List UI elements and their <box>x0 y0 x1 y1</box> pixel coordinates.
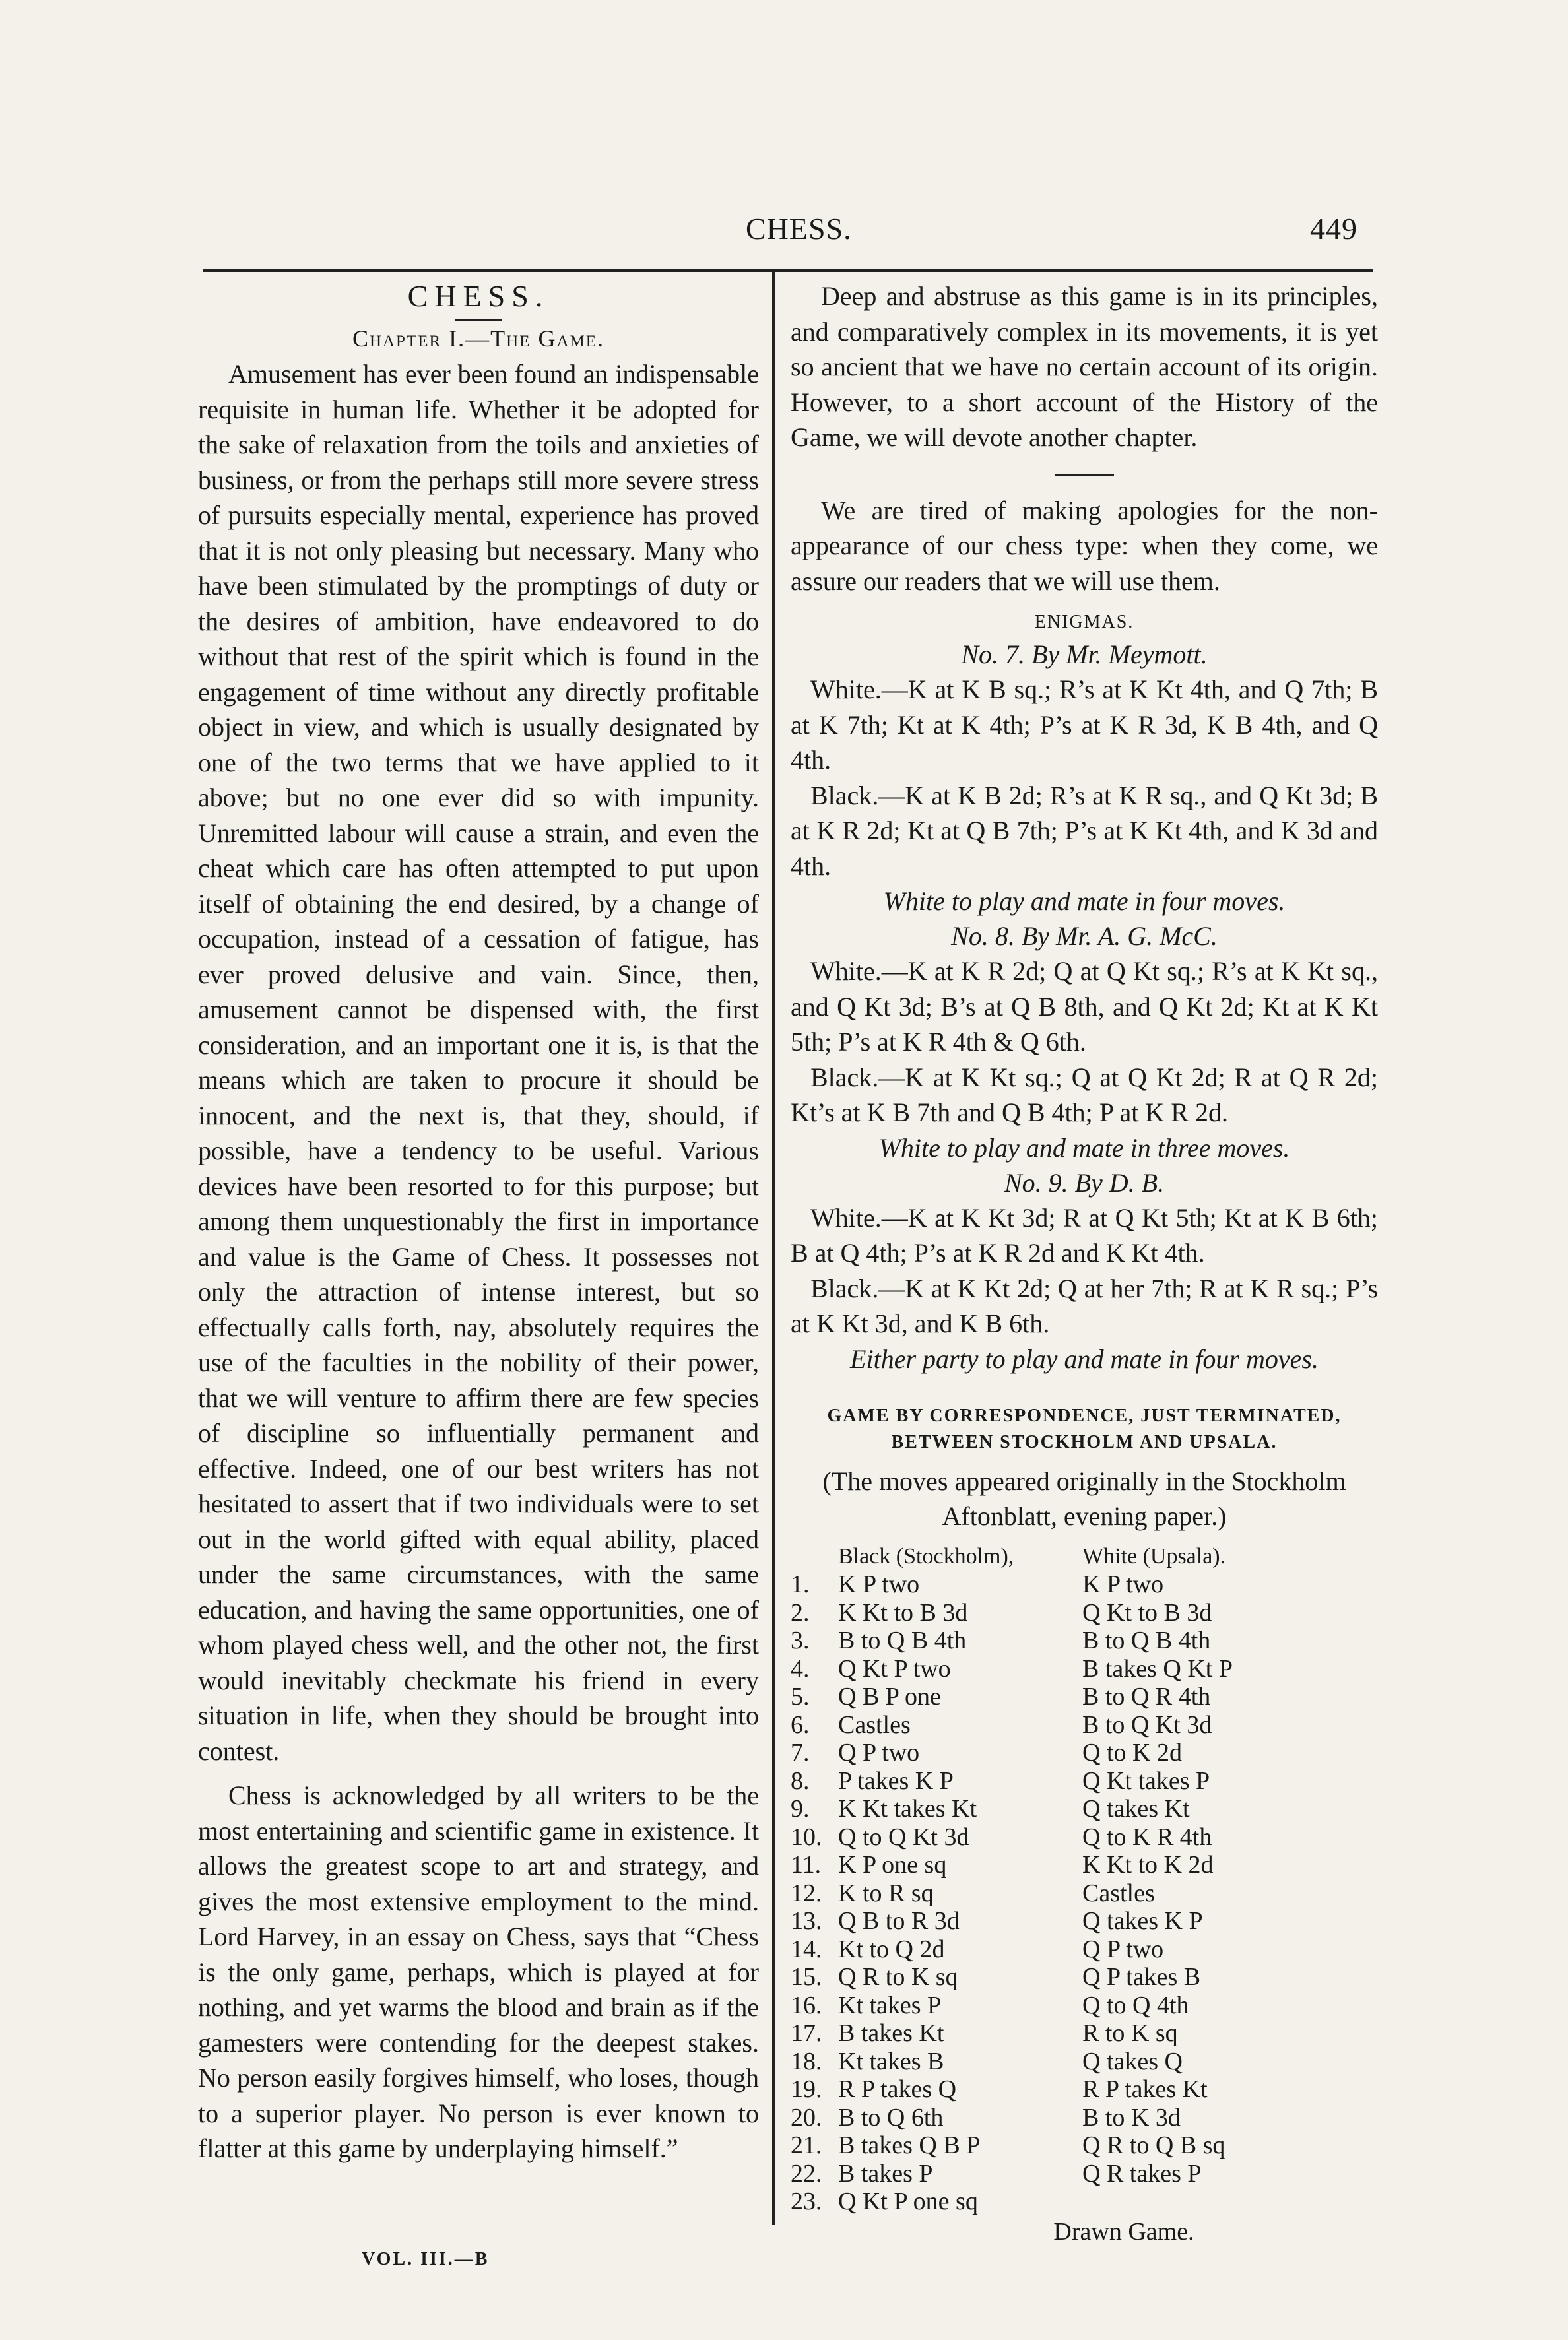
white-move: Q to K 2d <box>1082 1739 1182 1767</box>
chapter-heading: Chapter I.—The Game. <box>352 325 605 352</box>
black-move: B to Q B 4th <box>838 1627 967 1654</box>
black-move: Q P two <box>838 1739 920 1767</box>
move-number: 17. <box>791 2019 822 2047</box>
enigma-black-position: Black.—K at K Kt sq.; Q at Q Kt 2d; R at Q R 2d; Kt’s at K B 7th and Q B 4th; P at K R 2d. <box>791 1062 1378 1127</box>
white-move: Q to K R 4th <box>1082 1823 1212 1851</box>
white-move: Q Kt takes P <box>1082 1767 1210 1795</box>
move-number: 15. <box>791 1963 822 1991</box>
black-move: B to Q 6th <box>838 2103 944 2131</box>
move-number: 22. <box>791 2159 822 2188</box>
enigma-instruction: White to play and mate in three moves. <box>878 1132 1290 1163</box>
move-number: 12. <box>791 1879 822 1907</box>
black-move: B takes Kt <box>838 2019 944 2047</box>
column-rule <box>772 272 775 2225</box>
white-move: Q to Q 4th <box>1082 1991 1189 2019</box>
move-number: 6. <box>791 1710 810 1739</box>
white-move: K Kt to K 2d <box>1082 1851 1214 1879</box>
enigma-title: No. 8. By Mr. A. G. McC. <box>951 921 1218 951</box>
move-number: 8. <box>791 1767 810 1795</box>
right-column <box>791 278 1378 2246</box>
black-move: B takes P <box>838 2159 933 2188</box>
enigma-white-position: White.—K at K Kt 3d; R at Q Kt 5th; Kt at K B 6th; B at Q 4th; P’s at K R 2d and K Kt 4th. <box>791 1202 1378 1268</box>
white-column-header: White (Upsala). <box>1082 1544 1226 1569</box>
move-number: 5. <box>791 1683 810 1710</box>
page-number: 449 <box>1310 212 1357 245</box>
article-title: CHESS. <box>407 279 550 313</box>
move-number: 18. <box>791 2047 822 2075</box>
white-move: Castles <box>1082 1879 1155 1907</box>
left-column <box>198 278 759 2166</box>
body-paragraph: Amusement has ever been found an indispensable requisite in human life. Whether it be adopted for the sake of relaxation from the toils and anxieties of business, or from the perhaps still more severe stress of pursuits especially mental, experience has proved that it is not only pleasing but necessary. Many who have been stimulated by the promptings of duty or the desires of ambition, have endeavored to do without that rest of the spirit which is found in the engagement of time without any directly profitable object in view, and which is usually designated by one of the two terms that we have applied to it above; but no one ever did so with impunity. Unremitted labour will cause a strain, and even the cheat which care has often attempted to put upon itself of obtaining the end desired, by a change of occupation, instead of a cessation of fatigue, has ever proved delusive and vain. Since, then, amusement cannot be dispensed with, the first consideration, and an important one it is, is that the means which are taken to procure it should be innocent, and the next is, that they, should, if possible, have a tendency to be useful. Various devices have been resorted to for this purpose; but among them unquestionably the first in importance and value is the Game of Chess. It possesses not only the attraction of intense interest, but so effectually calls forth, nay, absolutely requires the use of the faculties in the nobility of their power, that we will venture to affirm there are few species of discipline so influentially permanent and effective. Indeed, one of our best writers has not hesitated to assert that if two individuals were to set out in the world gifted with equal ability, placed under the same circumstances, with the same education, and having the same opportunities, one of whom played chess well, and the other not, the first would inevitably checkmate his friend in every situation in life, when they should be brought into contest. <box>198 359 759 1766</box>
black-move: K P one sq <box>838 1851 947 1879</box>
move-number: 3. <box>791 1627 810 1654</box>
white-move: K P two <box>1082 1571 1164 1598</box>
move-number: 16. <box>791 1991 822 2019</box>
white-move: Q P takes B <box>1082 1963 1201 1991</box>
title-rule <box>455 319 502 321</box>
move-number: 21. <box>791 2131 822 2159</box>
white-move <box>1082 2188 1333 2216</box>
enigma-8 <box>791 919 1378 1165</box>
enigma-7 <box>791 637 1378 919</box>
black-move: Castles <box>838 1710 911 1739</box>
white-move: Q R to Q B sq <box>1082 2131 1225 2159</box>
enigma-instruction: Either party to play and mate in four moves. <box>850 1344 1319 1374</box>
black-move: Kt to Q 2d <box>838 1935 945 1963</box>
apology-paragraph: We are tired of making apologies for the non-appearance of our chess type: when they come, we assure our readers that we will use them. <box>791 495 1378 596</box>
move-number: 7. <box>791 1739 810 1767</box>
body-paragraph: Chess is acknowledged by all writers to be the most entertaining and scientific game in existence. It allows the greatest scope to art and strategy, and gives the most extensive employment to the mind. Lord Harvey, in an essay on Chess, says that “Chess is the only game, perhaps, which is played at for nothing, and yet warms the blood and brain as if the gamesters were contending for the deepest stakes. No person easily forgives himself, who loses, though to a superior player. No person is ever known to flatter at this game by underplaying himself.” <box>198 1780 759 2163</box>
black-move: Q B P one <box>838 1683 941 1710</box>
enigma-instruction: White to play and mate in four moves. <box>883 886 1286 916</box>
white-move: B takes Q Kt P <box>1082 1654 1233 1683</box>
move-number: 14. <box>791 1935 822 1963</box>
header-rule <box>203 269 1373 272</box>
black-move: Q B to R 3d <box>838 1907 960 1935</box>
move-number: 1. <box>791 1571 810 1598</box>
move-number: 23. <box>791 2188 822 2215</box>
black-move: Q Kt P one sq <box>838 2188 978 2215</box>
black-move: Kt takes B <box>838 2047 944 2075</box>
move-number: 4. <box>791 1654 810 1683</box>
white-move: Q R takes P <box>1082 2159 1202 2188</box>
white-move: B to Q Kt 3d <box>1082 1710 1212 1739</box>
white-move: Q Kt to B 3d <box>1082 1598 1212 1627</box>
game-title: GAME BY CORRESPONDENCE, JUST TERMINATED, BETWEEN STOCKHOLM AND UPSALA. <box>827 1405 1342 1452</box>
black-move: K to R sq <box>838 1879 934 1907</box>
white-move: B to K 3d <box>1082 2103 1181 2131</box>
black-move: B takes Q B P <box>838 2131 981 2159</box>
black-move: Q to Q Kt 3d <box>838 1823 969 1851</box>
black-move: R P takes Q <box>838 2075 957 2103</box>
black-move: K P two <box>838 1571 920 1598</box>
enigmas-heading: ENIGMAS. <box>1034 612 1134 632</box>
white-move: Q takes Kt <box>1082 1795 1190 1823</box>
enigma-title: No. 9. By D. B. <box>1004 1167 1165 1198</box>
black-move: Q Kt P two <box>838 1654 951 1683</box>
move-number: 13. <box>791 1907 822 1935</box>
move-number: 2. <box>791 1598 810 1627</box>
move-number: 20. <box>791 2103 822 2131</box>
white-move: B to Q B 4th <box>1082 1627 1211 1654</box>
game-note: (The moves appeared originally in the Stockholm Aftonblatt, evening paper.) <box>822 1466 1346 1531</box>
footer-signature: VOL. III.—B <box>362 2249 490 2269</box>
game-result: Drawn Game. <box>1053 2217 1194 2246</box>
black-move: K Kt takes Kt <box>838 1795 977 1823</box>
enigma-white-position: White.—K at K B sq.; R’s at K Kt 4th, and Q 7th; B at K 7th; Kt at K 4th; P’s at K R 3d, K B 4th, and Q 4th. <box>791 674 1378 775</box>
black-move: Kt takes P <box>838 1991 942 2019</box>
black-move: Q R to K sq <box>838 1963 958 1991</box>
intro-paragraph: Deep and abstruse as this game is in its principles, and comparatively complex in its movements, it is yet so ancient that we have no certain account of its origin. However, to a short account of the History of the Game, we will devote another chapter. <box>791 281 1378 452</box>
black-column-header: Black (Stockholm), <box>838 1544 1014 1569</box>
running-head-title: CHESS. <box>746 212 852 245</box>
white-move: B to Q R 4th <box>1082 1683 1211 1710</box>
move-number: 11. <box>791 1851 822 1879</box>
move-number: 10. <box>791 1823 822 1851</box>
enigma-title: No. 7. By Mr. Meymott. <box>961 639 1208 669</box>
move-number: 9. <box>791 1795 810 1823</box>
enigma-white-position: White.—K at K R 2d; Q at Q Kt sq.; R’s at K Kt sq., and Q Kt 3d; B’s at Q B 8th, and Q Kt 2d; Kt at K Kt 5th; P’s at K R 4th & Q 6th. <box>791 956 1378 1056</box>
section-separator <box>1055 474 1114 476</box>
white-move: Q P two <box>1082 1935 1164 1963</box>
white-move: Q takes K P <box>1082 1907 1203 1935</box>
black-move: K Kt to B 3d <box>838 1598 968 1627</box>
black-move: P takes K P <box>838 1767 954 1795</box>
white-move: R P takes Kt <box>1082 2075 1208 2103</box>
white-move: R to K sq <box>1082 2019 1178 2047</box>
moves-table <box>791 1543 1378 2216</box>
enigma-black-position: Black.—K at K B 2d; R’s at K R sq., and Q Kt 3d; B at K R 2d; Kt at Q B 7th; P’s at K Kt 4th, and K 3d and 4th. <box>791 780 1378 881</box>
enigma-9 <box>791 1165 1378 1377</box>
enigma-black-position: Black.—K at K Kt 2d; Q at her 7th; R at K R sq.; P’s at K Kt 3d, and K B 6th. <box>791 1273 1378 1338</box>
move-number: 19. <box>791 2075 822 2103</box>
white-move: Q takes Q <box>1082 2047 1183 2075</box>
